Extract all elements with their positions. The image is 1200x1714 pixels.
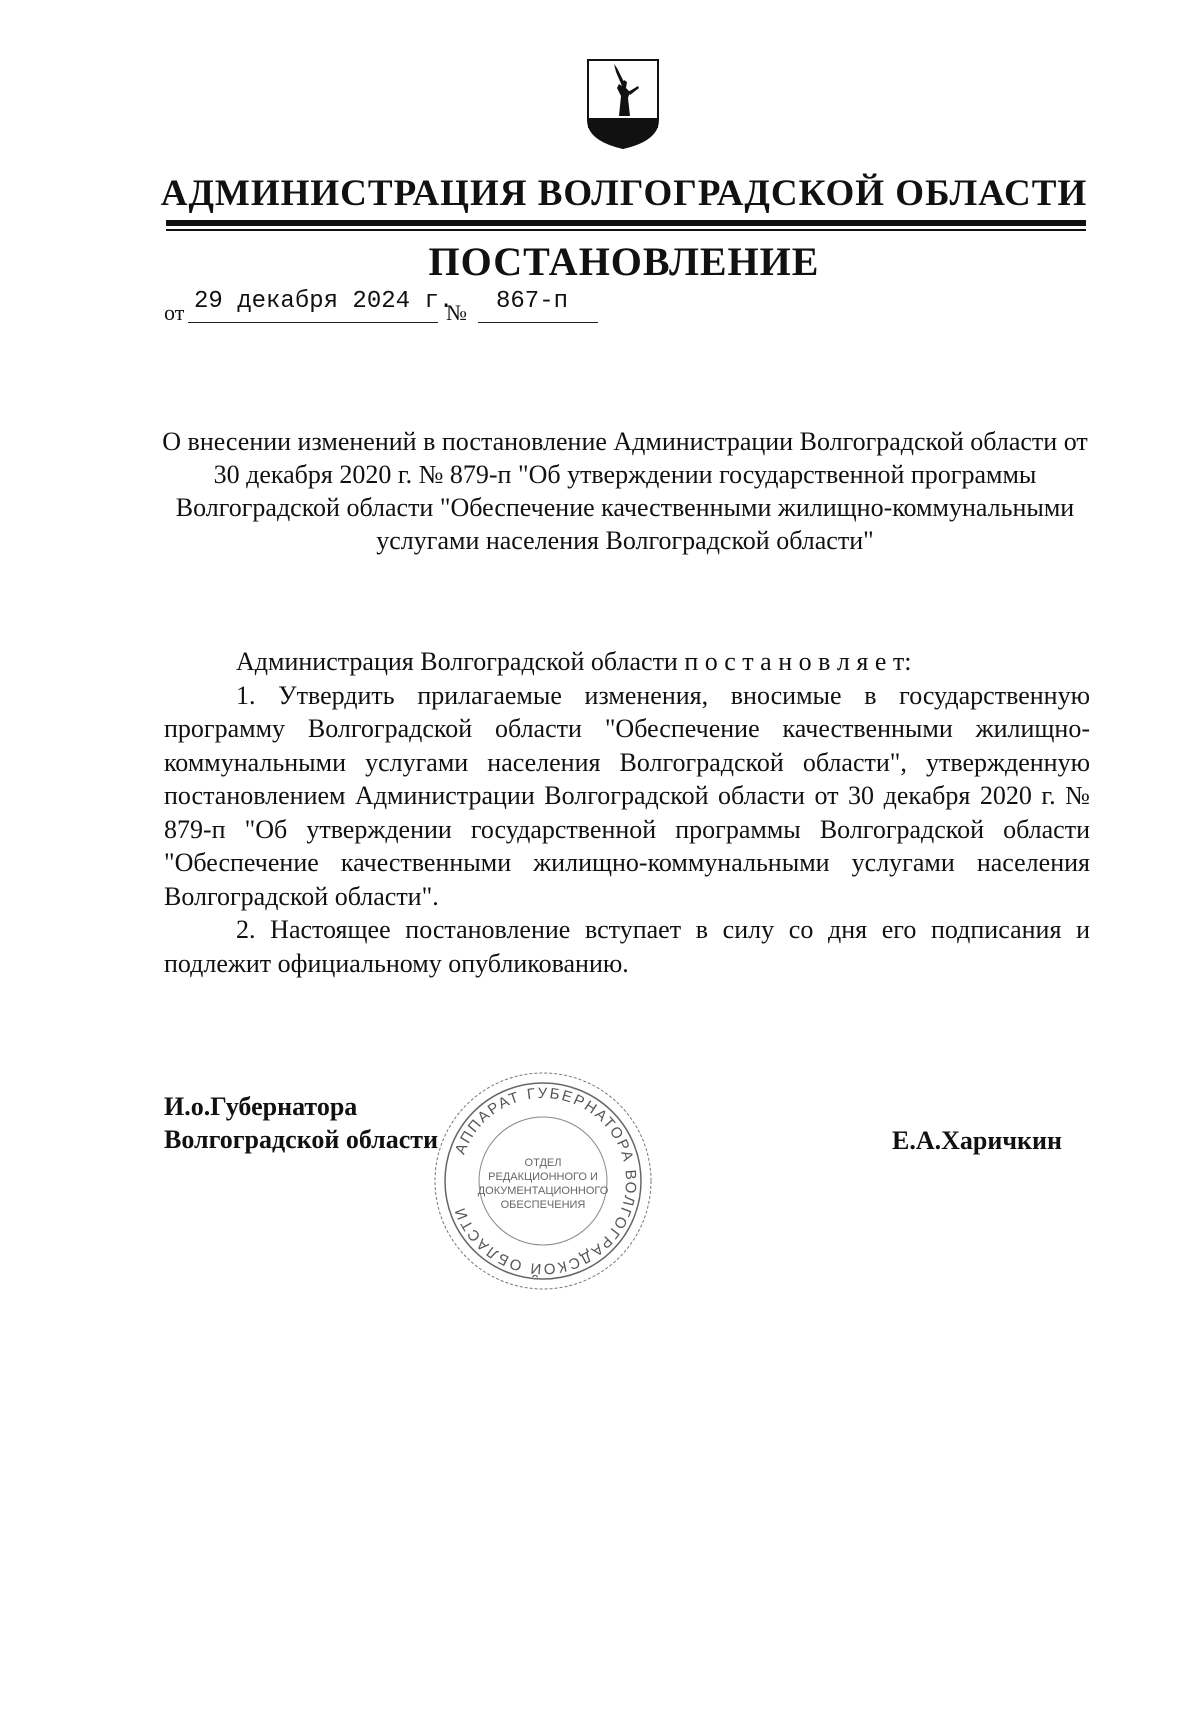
number-label: № [446, 300, 467, 325]
resolution-item-1: 1. Утвердить прилагаемые изменения, вносимые в государственную программу Волгоградской области "Обеспечение качественными жилищно-коммунальными услугами населения Волгоградской области", утвержденную постановлением Администрации Волгоградской области от 30 декабря 2020 г. № 879-п "Об утверждении государственной программы Волгоградской области "Обеспечение качественными жилищно-коммунальными услугами населения Волгоградской области". [164, 680, 1090, 911]
stamp-outer-text: АППАРАТ ГУБЕРНАТОРА ВОЛГОГРАДСКОЙ ОБЛАСТИ [451, 1084, 640, 1278]
number-underline [478, 322, 598, 323]
document-subject-title: О внесении изменений в постановление Администрации Волгоградской области от 30 декабря 2020 г. № 879-п "Об утверждении государственной программы Волгоградской области "Обеспечение качественными жилищно-коммунальными услугами населения Волгоградской области" [162, 427, 1088, 555]
official-stamp [430, 1066, 656, 1296]
stamp-center-line2: РЕДАКЦИОННОГО И [488, 1171, 598, 1183]
stamp-center-line4: ОБЕСПЕЧЕНИЯ [500, 1199, 586, 1211]
signatory-name: Е.А.Харичкин [892, 1126, 1062, 1155]
signatory-position-line2: Волгоградской области [164, 1125, 439, 1154]
date-number-row [164, 288, 624, 328]
header-rule-thick [166, 220, 1086, 226]
document-type-title: ПОСТАНОВЛЕНИЕ [428, 239, 820, 284]
document-date: 29 декабря 2024 г. [194, 288, 454, 315]
stamp-center-line1: ОТДЕЛ [524, 1157, 562, 1169]
date-underline [188, 322, 438, 323]
coat-of-arms-emblem [586, 58, 660, 150]
stamp-center-line3: ДОКУМЕНТАЦИОННОГО [477, 1185, 609, 1197]
signatory-position-line1: И.о.Губернатора [164, 1092, 358, 1121]
document-body [164, 645, 1090, 980]
header-rule-thin [166, 229, 1086, 231]
resolution-intro: Администрация Волгоградской области п о с т а н о в л я е т: [236, 647, 912, 676]
organization-title: АДМИНИСТРАЦИЯ ВОЛГОГРАДСКОЙ ОБЛАСТИ [160, 173, 1088, 214]
signatory-position [164, 1090, 438, 1156]
resolution-item-2: 2. Настоящее постановление вступает в силу со дня его подписания и подлежит официальному опубликованию. [164, 915, 1090, 978]
from-label: от [164, 300, 185, 325]
document-number: 867-п [496, 288, 569, 315]
